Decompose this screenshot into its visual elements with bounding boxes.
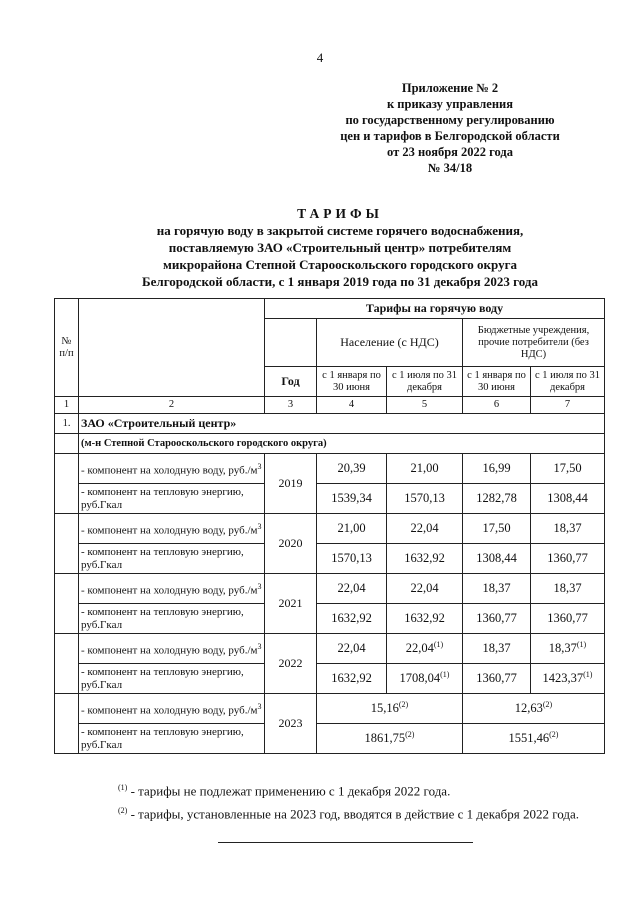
value-cell: 1708,04$^{(1)}$ bbox=[387, 664, 463, 694]
year-cell: 2023 bbox=[265, 694, 317, 754]
appendix-line: к приказу управления bbox=[386, 97, 514, 111]
appendix-line: Приложение № 2 bbox=[401, 81, 499, 95]
cold-water-label: - компонент на холодную воду, $руб./м^3$ bbox=[79, 694, 265, 724]
footnote-2: $^{(2)}$ - тарифы, установленные на 2023 год, вводятся в действие с 1 декабря 2022 года. bbox=[118, 806, 580, 822]
row-empty bbox=[55, 434, 79, 454]
footnotes bbox=[80, 778, 600, 825]
value-cell: 21,00 bbox=[317, 514, 387, 544]
value-cell: 1632,92 bbox=[387, 544, 463, 574]
footnote-mark: (1) bbox=[583, 670, 593, 680]
separator-line bbox=[218, 842, 473, 843]
title-line: микрорайона Степной Старооскольского городского округа bbox=[163, 257, 517, 272]
header-budget: Бюджетные учреждения, прочие потребители (без НДС) bbox=[463, 319, 605, 367]
year-cell: 2021 bbox=[265, 574, 317, 634]
col-number: 2 bbox=[79, 397, 265, 414]
heat-energy-label: - компонент на тепловую энергию, руб.Гкал bbox=[79, 664, 265, 694]
appendix-line: цен и тарифов в Белгородской области bbox=[340, 129, 560, 143]
heat-energy-label: - компонент на тепловую энергию, руб.Гкал bbox=[79, 604, 265, 634]
header-empty bbox=[265, 319, 317, 367]
title-line: поставляемую ЗАО «Строительный центр» потребителям bbox=[168, 240, 512, 255]
row-empty bbox=[55, 574, 79, 634]
year-cell: 2022 bbox=[265, 634, 317, 694]
header-period-1: с 1 января по 30 июня bbox=[463, 367, 531, 397]
footnote-mark: (2) bbox=[542, 700, 553, 710]
appendix-line: № 34/18 bbox=[427, 161, 473, 175]
col-number: 7 bbox=[531, 397, 605, 414]
appendix-line: от 23 ноября 2022 года bbox=[387, 145, 513, 159]
value-cell: 1360,77 bbox=[531, 604, 605, 634]
title-main: ТАРИФЫ bbox=[297, 206, 383, 221]
value-cell: 18,37$^{(1)}$ bbox=[531, 634, 605, 664]
header-period-2: с 1 июля по 31 декабря bbox=[531, 367, 605, 397]
value-cell: 22,04 bbox=[317, 574, 387, 604]
footnote-1: $^{(1)}$ - тарифы не подлежат применению с 1 декабря 2022 года. bbox=[118, 783, 451, 799]
value-cell: 1360,77 bbox=[463, 604, 531, 634]
footnote-mark: (1) bbox=[433, 640, 444, 650]
org-number: 1. bbox=[55, 414, 79, 434]
year-cell: 2020 bbox=[265, 514, 317, 574]
value-cell: 17,50 bbox=[463, 514, 531, 544]
value-cell: 1423,37$^{(1)}$ bbox=[531, 664, 605, 694]
footnote-mark: (2) bbox=[405, 730, 415, 740]
cold-water-label: - компонент на холодную воду, $руб./м^3$ bbox=[79, 634, 265, 664]
value-cell: 1282,78 bbox=[463, 484, 531, 514]
header-period-1: с 1 января по 30 июня bbox=[317, 367, 387, 397]
heat-energy-label: - компонент на тепловую энергию, руб.Гкал bbox=[79, 544, 265, 574]
value-cell: 1539,34 bbox=[317, 484, 387, 514]
year-cell: 2019 bbox=[265, 454, 317, 514]
header-period-2: с 1 июля по 31 декабря bbox=[387, 367, 463, 397]
cold-water-label: - компонент на холодную воду, $руб./м^3$ bbox=[79, 514, 265, 544]
header-num: № п/п bbox=[55, 299, 79, 397]
value-cell: 1360,77 bbox=[531, 544, 605, 574]
value-cell: 1570,13 bbox=[387, 484, 463, 514]
col-number: 4 bbox=[317, 397, 387, 414]
value-cell: 1632,92 bbox=[387, 604, 463, 634]
header-year: Год bbox=[265, 367, 317, 397]
value-cell: 20,39 bbox=[317, 454, 387, 484]
col-number: 6 bbox=[463, 397, 531, 414]
value-cell: 22,04$^{(1)}$ bbox=[387, 634, 463, 664]
footnote-mark: (1) bbox=[576, 640, 587, 650]
value-cell: 17,50 bbox=[531, 454, 605, 484]
footnote-mark: (1) bbox=[440, 670, 450, 680]
header-population: Население (с НДС) bbox=[317, 319, 463, 367]
value-cell: 1861,75$^{(2)}$ bbox=[317, 724, 463, 754]
document-title bbox=[60, 205, 620, 290]
value-cell: 1632,92 bbox=[317, 604, 387, 634]
col-number: 1 bbox=[55, 397, 79, 414]
row-empty bbox=[55, 694, 79, 754]
value-cell: 1308,44 bbox=[531, 484, 605, 514]
value-cell: 1360,77 bbox=[463, 664, 531, 694]
value-cell: 21,00 bbox=[387, 454, 463, 484]
header-tariffs: Тарифы на горячую воду bbox=[265, 299, 605, 319]
heat-energy-label: - компонент на тепловую энергию, руб.Гкал bbox=[79, 484, 265, 514]
value-cell: 18,37 bbox=[531, 574, 605, 604]
page-number: 4 bbox=[316, 50, 324, 65]
header-empty bbox=[79, 299, 265, 397]
tariff-table bbox=[54, 298, 605, 754]
district-name: (м-н Степной Старооскольского городского округа) bbox=[79, 434, 605, 454]
value-cell: 12,63$^{(2)}$ bbox=[463, 694, 605, 724]
value-cell: 1308,44 bbox=[463, 544, 531, 574]
cold-water-label: - компонент на холодную воду, $руб./м^3$ bbox=[79, 574, 265, 604]
footnote-mark: (2) bbox=[398, 700, 409, 710]
value-cell: 18,37 bbox=[463, 634, 531, 664]
value-cell: 18,37 bbox=[531, 514, 605, 544]
row-empty bbox=[55, 454, 79, 514]
appendix-line: по государственному регулированию bbox=[345, 113, 555, 127]
value-cell: 22,04 bbox=[387, 574, 463, 604]
value-cell: 1551,46$^{(2)}$ bbox=[463, 724, 605, 754]
value-cell: 22,04 bbox=[317, 634, 387, 664]
heat-energy-label: - компонент на тепловую энергию, руб.Гкал bbox=[79, 724, 265, 754]
org-name: ЗАО «Строительный центр» bbox=[79, 414, 605, 434]
value-cell: 15,16$^{(2)}$ bbox=[317, 694, 463, 724]
footnote-mark: (2) bbox=[549, 730, 559, 740]
value-cell: 22,04 bbox=[387, 514, 463, 544]
value-cell: 1632,92 bbox=[317, 664, 387, 694]
cold-water-label: - компонент на холодную воду, $руб./м^3$ bbox=[79, 454, 265, 484]
row-empty bbox=[55, 634, 79, 694]
value-cell: 16,99 bbox=[463, 454, 531, 484]
col-number: 5 bbox=[387, 397, 463, 414]
row-empty bbox=[55, 514, 79, 574]
title-line: Белгородской области, с 1 января 2019 года по 31 декабря 2023 года bbox=[142, 274, 538, 289]
value-cell: 18,37 bbox=[463, 574, 531, 604]
appendix-header bbox=[300, 80, 600, 176]
col-number: 3 bbox=[265, 397, 317, 414]
value-cell: 1570,13 bbox=[317, 544, 387, 574]
title-line: на горячую воду в закрытой системе горячего водоснабжения, bbox=[156, 223, 524, 238]
